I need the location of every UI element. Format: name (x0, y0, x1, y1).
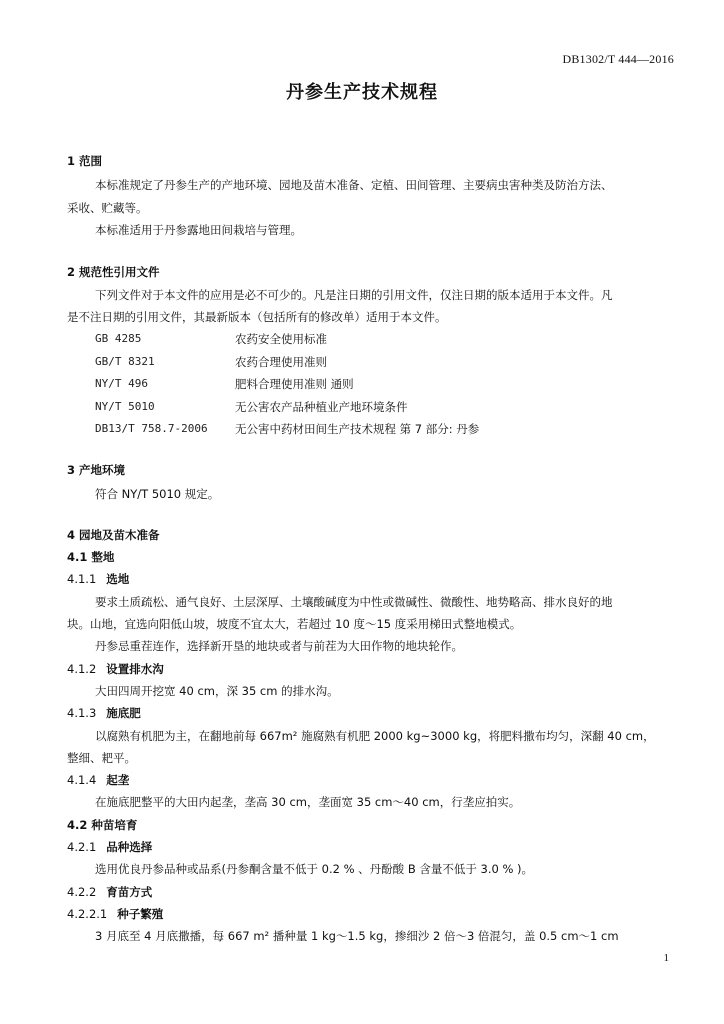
clause-paragraph: 选用优良丹参品种或品系(丹参酮含量不低于 0.2 % 、丹酚酸 B 含量不低于 3.0 % )。 (95, 862, 534, 876)
section-1-paragraph: 本标准适用于丹参露地田间栽培与管理。 (95, 223, 302, 237)
reference-code: DB13/T 758.7-2006 (95, 422, 208, 435)
clause-number: 4.1.2 (67, 662, 97, 676)
clause-paragraph: 在施底肥整平的大田内起垄，垄高 30 cm，垄面宽 35 cm～40 cm，行垄应拍实。 (95, 795, 521, 809)
reference-title: 农药安全使用标准 (235, 332, 327, 346)
clause-number: 4.1.4 (67, 773, 97, 787)
clause-number: 4.2.2.1 (67, 907, 108, 921)
section-2-paragraph-line: 下列文件对于本文件的应用是必不可少的。凡是注日期的引用文件，仅注日期的版本适用于本文件。凡 (95, 288, 613, 302)
clause-4-1-4-heading (67, 772, 129, 788)
clause-paragraph-line: 整细、耙平。 (67, 751, 136, 765)
subsection-4-2-heading: 4.2 种苗培育 (67, 818, 138, 832)
clause-label: 育苗方式 (106, 885, 153, 899)
reference-title: 农药合理使用准则 (235, 355, 327, 369)
section-4-heading: 4 园地及苗木准备 (67, 528, 160, 542)
reference-code: GB 4285 (95, 332, 142, 345)
clause-paragraph: 丹参忌重茬连作，选择新开垦的地块或者与前茬为大田作物的地块轮作。 (95, 639, 463, 653)
clause-4-1-1-heading (67, 571, 129, 587)
clause-4-2-1-heading (67, 839, 152, 855)
reference-title: 肥料合理使用准则 通则 (235, 377, 354, 391)
clause-label: 起垄 (106, 773, 130, 787)
clause-paragraph-line: 块。山地，宜选向阳低山坡，坡度不宜太大，若超过 10 度～15 度采用梯田式整地模式。 (67, 617, 522, 631)
page-number: 1 (663, 952, 669, 964)
clause-label: 选地 (106, 572, 130, 586)
reference-code: NY/T 5010 (95, 400, 155, 413)
clause-number: 4.2.1 (67, 840, 97, 854)
standard-number: DB1302/T 444—2016 (562, 52, 674, 66)
clause-label: 品种选择 (106, 840, 153, 854)
clause-4-2-2-heading (67, 884, 152, 900)
clause-4-1-3-heading (67, 705, 141, 721)
document-title: 丹参生产技术规程 (286, 82, 438, 103)
section-1-paragraph-line: 采收、贮藏等。 (67, 201, 148, 215)
clause-label: 设置排水沟 (106, 662, 164, 676)
reference-title: 无公害中药材田间生产技术规程 第 7 部分: 丹参 (235, 422, 480, 436)
section-2-heading: 2 规范性引用文件 (67, 265, 160, 279)
reference-title: 无公害农产品种植业产地环境条件 (235, 400, 408, 414)
clause-paragraph-line: 要求土质疏松、通气良好、土层深厚、土壤酸碱度为中性或微碱性、微酸性、地势略高、排水良好的地 (95, 595, 613, 609)
clause-number: 4.2.2 (67, 885, 97, 899)
reference-code: NY/T 496 (95, 377, 148, 390)
clause-paragraph: 大田四周开挖宽 40 cm，深 35 cm 的排水沟。 (95, 684, 339, 698)
section-3-heading: 3 产地环境 (67, 463, 126, 477)
clause-label: 种子繁殖 (117, 907, 164, 921)
clause-4-2-2-1-heading (67, 906, 163, 922)
section-3-paragraph: 符合 NY/T 5010 规定。 (95, 487, 220, 501)
section-2-paragraph-line: 是不注日期的引用文件，其最新版本（包括所有的修改单）适用于本文件。 (67, 310, 447, 324)
subsection-4-1-heading: 4.1 整地 (67, 550, 115, 564)
clause-number: 4.1.3 (67, 706, 97, 720)
clause-number: 4.1.1 (67, 572, 97, 586)
clause-paragraph-line: 以腐熟有机肥为主，在翻地前每 667m² 施腐熟有机肥 2000 kg~3000 kg，将肥料撒布均匀，深翻 40 cm， (95, 729, 655, 743)
reference-code: GB/T 8321 (95, 355, 155, 368)
clause-label: 施底肥 (106, 706, 141, 720)
clause-4-1-2-heading (67, 661, 164, 677)
clause-paragraph: 3 月底至 4 月底撒播，每 667 m² 播种量 1 kg～1.5 kg，掺细沙 2 倍～3 倍混匀，盖 0.5 cm～1 cm (95, 929, 619, 943)
section-1-heading: 1 范围 (67, 154, 103, 168)
section-1-paragraph-line: 本标准规定了丹参生产的产地环境、园地及苗木准备、定植、田间管理、主要病虫害种类及防治方法、 (95, 178, 613, 192)
